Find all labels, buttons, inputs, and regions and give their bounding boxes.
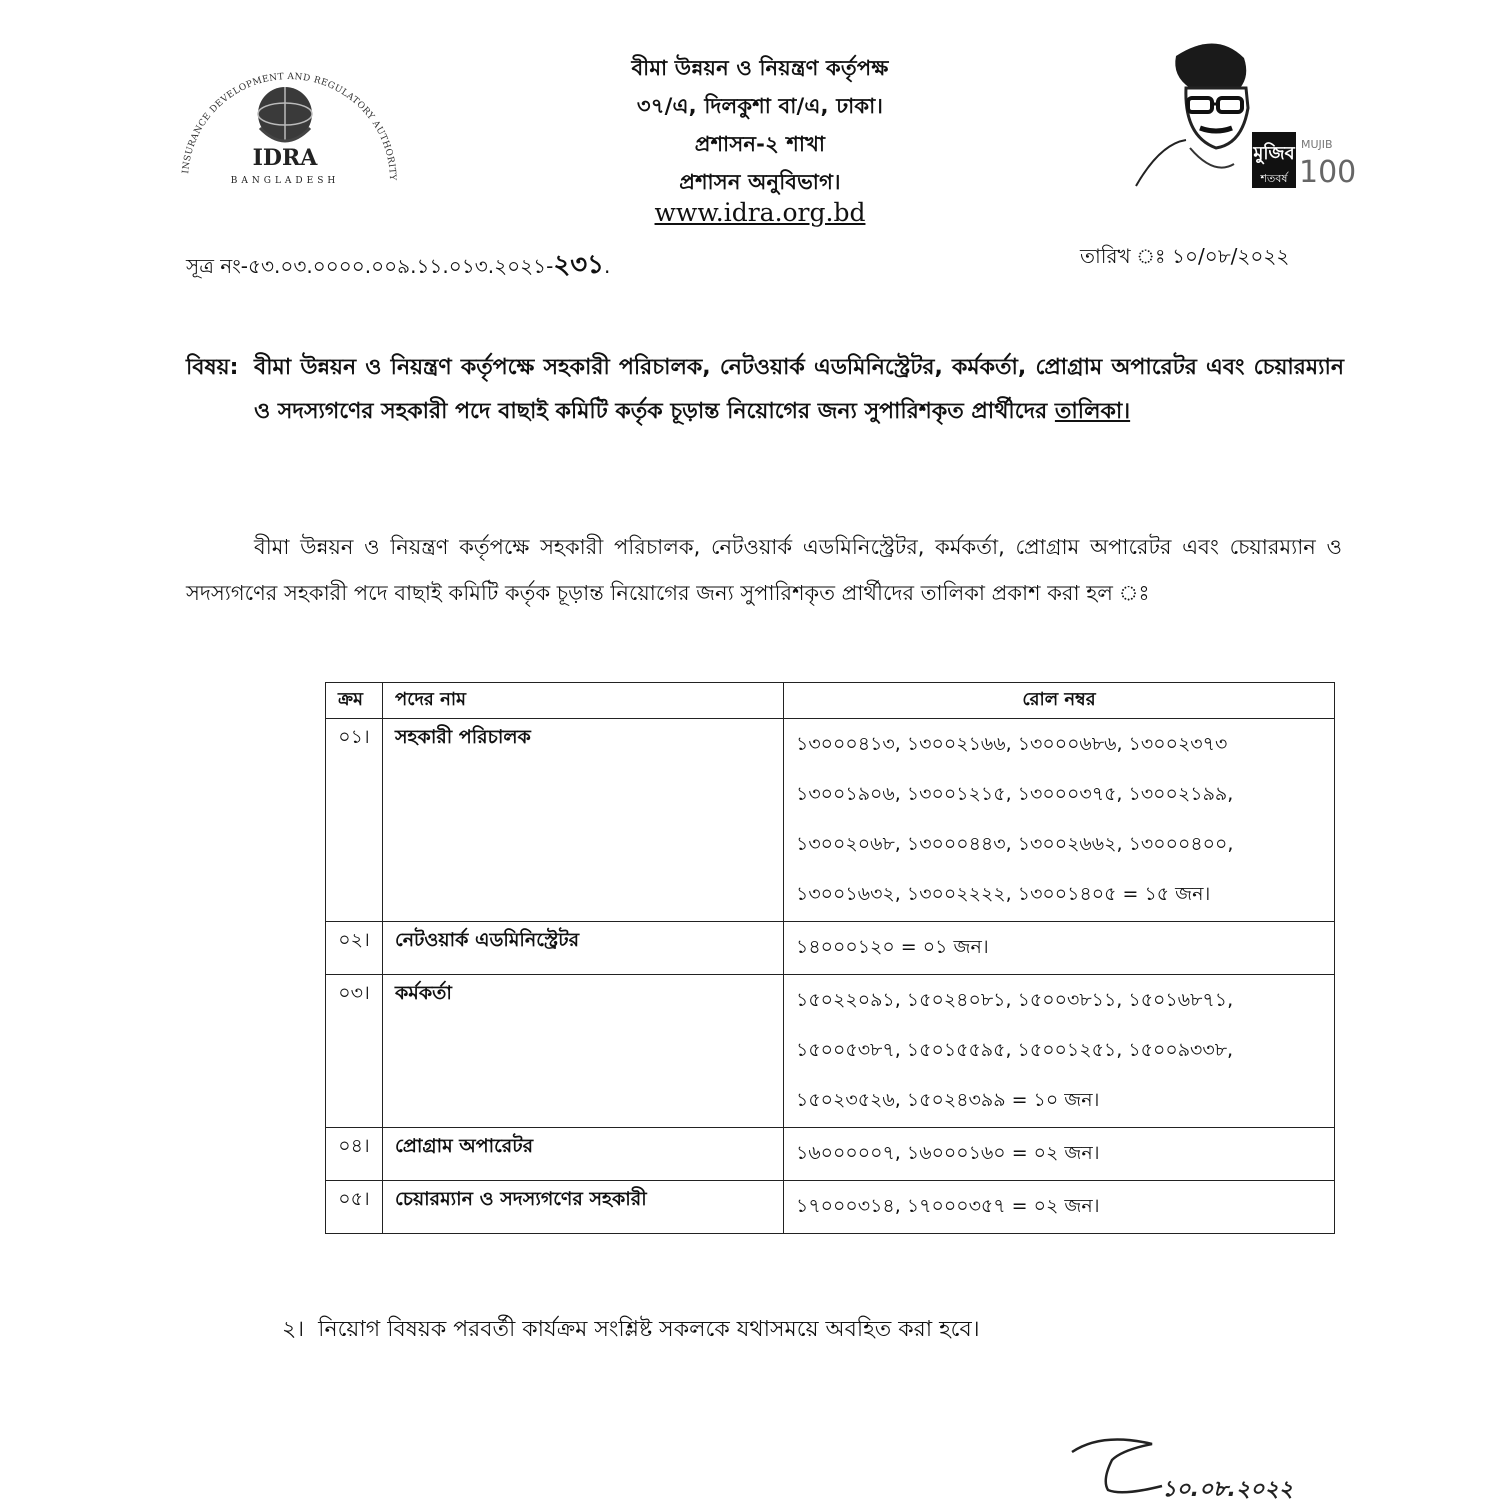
row-rolls xyxy=(784,1128,1335,1181)
table-row xyxy=(326,1128,1335,1181)
issue-date: তারিখ ঃ ১০/০৮/২০২২ xyxy=(1080,244,1290,268)
row-serial: ০৩। xyxy=(326,975,383,1128)
row-post: প্রোগ্রাম অপারেটর xyxy=(383,1128,784,1181)
roll-line: ১৩০০০৪১৩, ১৩০০২১৬৬, ১৩০০০৬৮৬, ১৩০০২৩৭৩ xyxy=(796,733,1228,755)
emblem-bangla: মুজিব xyxy=(1253,143,1295,164)
header-org: বীমা উন্নয়ন ও নিয়ন্ত্রণ কর্তৃপক্ষ xyxy=(631,56,889,80)
subject-main: বীমা উন্নয়ন ও নিয়ন্ত্রণ কর্তৃপক্ষে সহকারী পরিচালক, নেটওয়ার্ক এডমিনিস্ট্রেটর, কর্মকর্তা, প্রোগ্রাম অপারেটর এবং চেয়ারম্যান ও সদস্যগণের সহকারী পদে বাছাই কমিটি কর্তৃক চূড়ান্ত নিয়োগের জন্য সুপারিশকৃত প্রার্থীদের xyxy=(254,355,1344,424)
roll-line: ১৩০০১৬৩২, ১৩০০২২২২, ১৩০০১৪০৫ = ১৫ জন। xyxy=(796,883,1211,905)
logo-country: BANGLADESH xyxy=(230,176,340,186)
emblem-sub: শতবর্ষ xyxy=(1260,172,1288,185)
row-post: কর্মকর্তা xyxy=(383,975,784,1128)
row-post: নেটওয়ার্ক এডমিনিস্ট্রেটর xyxy=(383,922,784,975)
idra-logo-graphic xyxy=(178,62,398,192)
row-rolls xyxy=(784,1181,1335,1234)
row-post: চেয়ারম্যান ও সদস্যগণের সহকারী xyxy=(383,1181,784,1234)
row-rolls xyxy=(784,922,1335,975)
header-website-link[interactable]: www.idra.org.bd xyxy=(654,198,866,227)
header-branch: প্রশাসন-২ শাখা xyxy=(694,132,826,156)
subject-label: বিষয়: xyxy=(186,355,239,380)
roll-line: ১৫০২৩৫২৬, ১৫০২৪৩৯৯ = ১০ জন। xyxy=(796,1089,1100,1111)
roll-line: ১৪০০০১২০ = ০১ জন। xyxy=(796,936,989,958)
subject-text xyxy=(254,346,1344,434)
date-label: তারিখ xyxy=(1080,244,1131,268)
col-roll-header: রোল নম্বর xyxy=(784,683,1335,719)
roll-line: ১৭০০০৩১৪, ১৭০০০৩৫৭ = ০২ জন। xyxy=(796,1195,1100,1217)
candidate-table xyxy=(325,682,1335,1234)
table-header-row xyxy=(326,683,1335,719)
row-serial: ০১। xyxy=(326,719,383,922)
emblem-latin: MUJIB xyxy=(1301,138,1333,151)
header-address: ৩৭/এ, দিলকুশা বা/এ, ঢাকা। xyxy=(636,94,884,118)
row-serial: ০৪। xyxy=(326,1128,383,1181)
logo-arc-text: INSURANCE DEVELOPMENT AND REGULATORY AUTHORITY xyxy=(181,71,398,181)
roll-line: ১৩০০২০৬৮, ১৩০০০৪৪৩, ১৩০০২৬৬২, ১৩০০০৪০০, xyxy=(796,833,1234,855)
logo-abbr: IDRA xyxy=(252,145,318,171)
roll-line: ১৬০০০০০৭, ১৬০০০১৬০ = ০২ জন। xyxy=(796,1142,1100,1164)
roll-line: ১৫০২২০৯১, ১৫০২৪০৮১, ১৫০০৩৮১১, ১৫০১৬৮৭১, xyxy=(796,989,1234,1011)
signature-graphic xyxy=(1062,1430,1382,1500)
col-post-header: পদের নাম xyxy=(383,683,784,719)
row-serial: ০৫। xyxy=(326,1181,383,1234)
memo-reference xyxy=(186,244,610,288)
col-serial-header: ক্রম xyxy=(326,683,383,719)
roll-line: ১৩০০১৯০৬, ১৩০০১২১৫, ১৩০০০৩৭৫, ১৩০০২১৯৯, xyxy=(796,783,1234,805)
table-row xyxy=(326,719,1335,922)
point-two xyxy=(282,1312,980,1349)
memo-ref-end: . xyxy=(604,254,611,278)
header-division: প্রশাসন অনুবিভাগ। xyxy=(679,170,841,194)
memo-ref-handwritten: ২৩১ xyxy=(553,250,604,280)
row-serial: ০২। xyxy=(326,922,383,975)
row-rolls xyxy=(784,719,1335,922)
roll-line: ১৫০০৫৩৮৭, ১৫০১৫৫৯৫, ১৫০০১২৫১, ১৫০০৯৩৩৮, xyxy=(796,1039,1234,1061)
memo-ref: সূত্র নং-৫৩.০৩.০০০০.০০৯.১১.০১৩.২০২১- xyxy=(186,254,554,278)
subject-end: তালিকা। xyxy=(1054,399,1131,424)
table-row xyxy=(326,1181,1335,1234)
row-post: সহকারী পরিচালক xyxy=(383,719,784,922)
point-two-text: নিয়োগ বিষয়ক পরবর্তী কার্যক্রম সংশ্লিষ্ট সকলকে যথাসময়ে অবহিত করা হবে। xyxy=(318,1317,980,1342)
date-value: ১০/০৮/২০২২ xyxy=(1171,244,1290,268)
signature-date: ১০.০৮.২০২২ xyxy=(1162,1477,1294,1502)
body-paragraph: বীমা উন্নয়ন ও নিয়ন্ত্রণ কর্তৃপক্ষে সহকারী পরিচালক, নেটওয়ার্ক এডমিনিস্ট্রেটর, কর্মকর্তা, প্রোগ্রাম অপারেটর এবং চেয়ারম্যান ও সদস্যগণের সহকারী পদে বাছাই কমিটি কর্তৃক চূড়ান্ত নিয়োগের জন্য সুপারিশকৃত প্রার্থীদের তালিকা প্রকাশ করা হল ঃ xyxy=(186,535,1342,605)
table-row xyxy=(326,975,1335,1128)
mujib-portrait-graphic xyxy=(1130,36,1357,190)
mujib-100-emblem xyxy=(1130,36,1357,190)
table-row xyxy=(326,922,1335,975)
emblem-number: 100 xyxy=(1299,155,1357,190)
signature xyxy=(1062,1430,1382,1500)
subject-block xyxy=(186,346,1344,434)
point-two-number: ২। xyxy=(282,1317,305,1342)
row-rolls xyxy=(784,975,1335,1128)
idra-logo xyxy=(178,62,398,192)
